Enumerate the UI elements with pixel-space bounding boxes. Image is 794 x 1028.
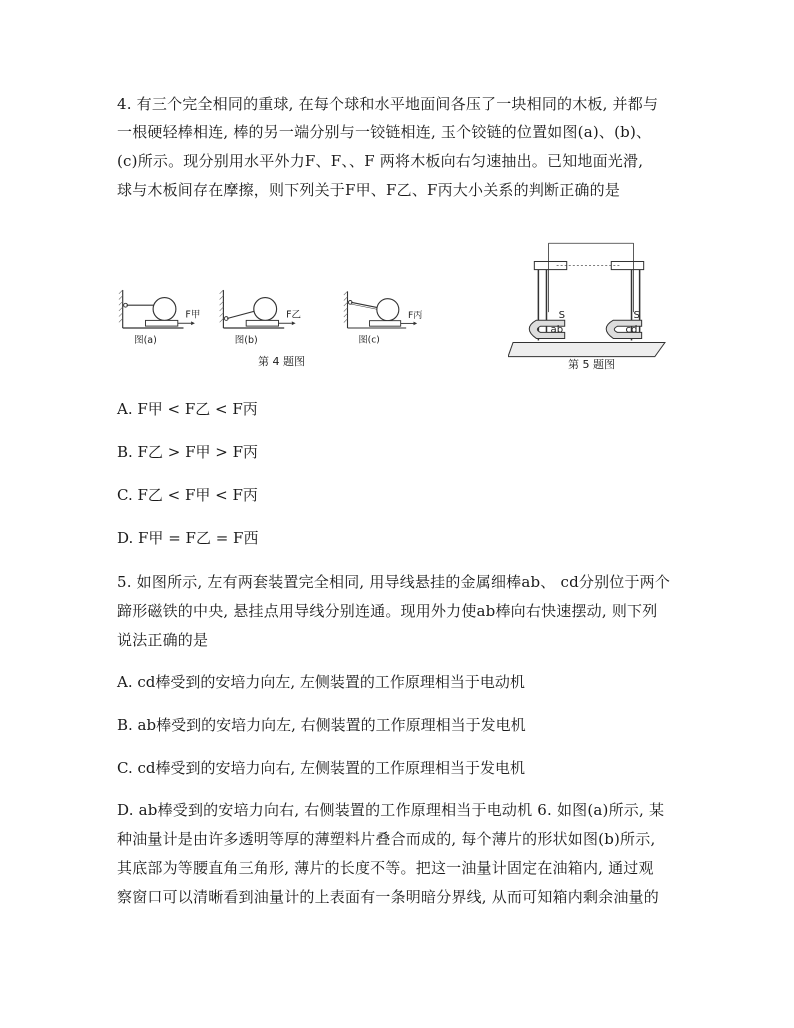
q5-figure bbox=[508, 228, 670, 376]
q4-figure-caption: 第 4 题图 bbox=[258, 355, 305, 368]
q4-figure-a bbox=[119, 290, 200, 346]
q4-line-2: 一根硬轻棒相连, 棒的另一端分别与一铰链相连, 玉个铰链的位置如图(a)、(b)、 bbox=[117, 123, 652, 141]
q4-label-a: 图(a) bbox=[134, 335, 157, 347]
q5-line-2: 蹄形磁铁的中央, 悬挂点用导线分别连通。现用外力使ab棒向右快速摆动, 则下列 bbox=[117, 602, 658, 620]
q6-line-3: 其底部为等腰直角三角形, 薄片的长度不等。把这一油量计固定在油箱内, 通过观 bbox=[117, 859, 654, 877]
q4-option-d[interactable]: D. F甲 = F乙 = F西 bbox=[117, 529, 259, 547]
q4-force-a: F甲 bbox=[185, 309, 201, 321]
q6-line-4: 察窗口可以清晰看到油量计的上表面有一条明暗分界线, 从而可知箱内剩余油量的 bbox=[117, 888, 659, 906]
q4-line-1: 4. 有三个完全相同的重球, 在每个球和水平地面间各压了一块相同的木板, 并都与 bbox=[117, 95, 659, 113]
q4-figure-c-and-caption bbox=[342, 286, 452, 370]
q4-force-c: F丙 bbox=[408, 309, 423, 321]
q5-figure-caption: 第 5 题图 bbox=[568, 358, 615, 371]
q5-option-b[interactable]: B. ab棒受到的安培力向左, 右侧装置的工作原理相当于发电机 bbox=[117, 716, 526, 734]
q4-figure-b bbox=[220, 290, 301, 346]
q4-line-3: (c)所示。现分别用水平外力F、F、、F 两将木板向右匀速抽出。已知地面光滑, bbox=[117, 152, 644, 170]
q4-option-b[interactable]: B. F乙 > F甲 > F丙 bbox=[117, 443, 258, 461]
q4-label-c: 图(c) bbox=[358, 334, 380, 346]
q4-line-4: 球与木板间存在摩擦，则下列关于F甲、F乙、F丙大小关系的判断正确的是 bbox=[117, 181, 621, 199]
q5-magnet-left-s: S bbox=[558, 310, 566, 322]
q5-left-rod: ab bbox=[550, 324, 564, 336]
q6-line-2: 种油量计是由许多透明等厚的薄塑料片叠合而成的, 每个薄片的形状如图(b)所示, bbox=[117, 830, 656, 848]
q4-option-c[interactable]: C. F乙 < F甲 < F丙 bbox=[117, 486, 258, 504]
q6-line-1: D. ab棒受到的安培力向右, 右侧装置的工作原理相当于电动机 6. 如图(a)所示, 某 bbox=[117, 801, 665, 819]
q4-option-a[interactable]: A. F甲 < F乙 < F丙 bbox=[117, 400, 258, 418]
q4-force-b: F乙 bbox=[286, 309, 302, 321]
q5-magnet-right-s: S bbox=[633, 310, 640, 322]
q4-label-b: 图(b) bbox=[234, 335, 258, 347]
q5-line-1: 5. 如图所示, 左有两套装置完全相同, 用导线悬挂的金属细棒ab、 cd分别位于两个 bbox=[117, 573, 671, 591]
q5-line-3: 说法正确的是 bbox=[117, 631, 209, 649]
q5-option-a[interactable]: A. cd棒受到的安培力向左, 左侧装置的工作原理相当于电动机 bbox=[117, 673, 525, 691]
q4-figure-c bbox=[344, 291, 423, 345]
q5-right-rod: cd bbox=[625, 324, 638, 336]
q5-option-c[interactable]: C. cd棒受到的安培力向右, 左侧装置的工作原理相当于发电机 bbox=[117, 759, 526, 777]
